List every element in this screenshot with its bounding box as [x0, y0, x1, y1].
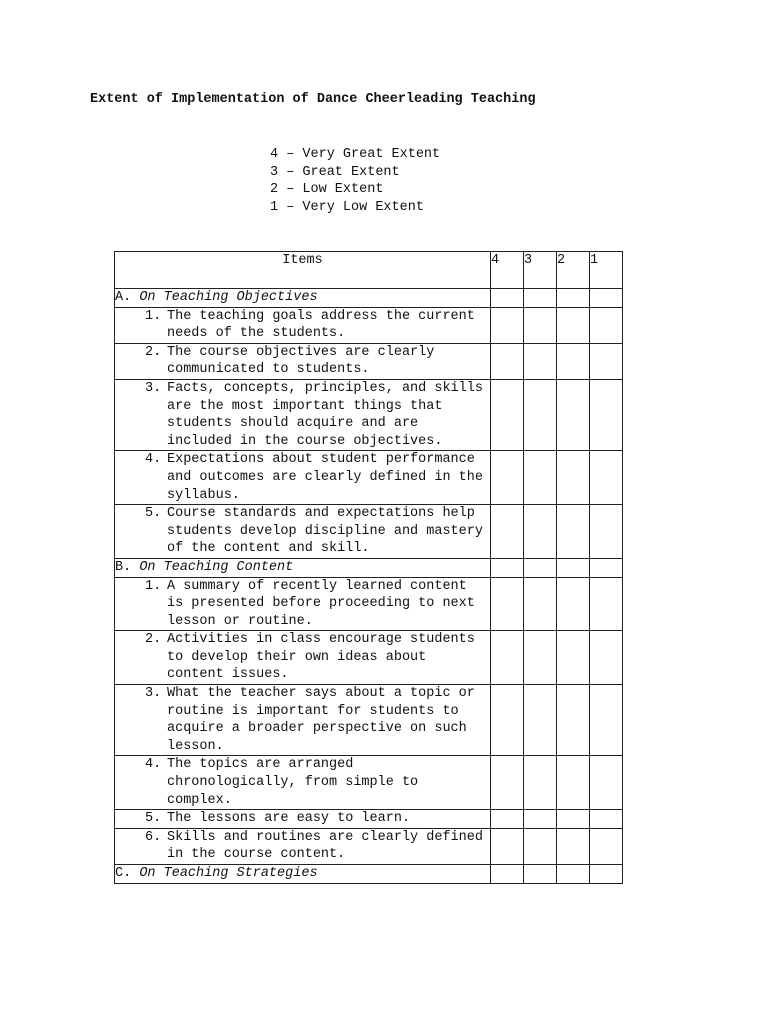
rating-cell-1[interactable]	[590, 379, 623, 450]
item-cell	[115, 685, 491, 756]
section-letter: B.	[115, 559, 132, 575]
rating-cell-2[interactable]	[557, 451, 590, 505]
score-3-column-header: 3	[524, 252, 557, 289]
item-text: Facts, concepts, principles, and skills are the most important things that students should acquire and are included in the course objectives.	[167, 380, 483, 449]
table-row	[115, 307, 623, 343]
table-row	[115, 685, 623, 756]
section-heading	[115, 558, 491, 577]
rating-cell-1[interactable]	[590, 865, 623, 884]
rating-cell-4[interactable]	[491, 810, 524, 829]
table-row	[115, 343, 623, 379]
rating-cell-2[interactable]	[557, 865, 590, 884]
rating-cell-2[interactable]	[557, 756, 590, 810]
table-row	[115, 379, 623, 450]
rating-cell-3[interactable]	[524, 865, 557, 884]
section-heading	[115, 289, 491, 308]
rating-cell-4[interactable]	[491, 631, 524, 685]
item-cell	[115, 451, 491, 505]
item-cell	[115, 379, 491, 450]
rating-cell-1[interactable]	[590, 307, 623, 343]
rating-cell-4[interactable]	[491, 577, 524, 631]
rating-table	[114, 251, 623, 884]
rating-cell-3[interactable]	[524, 558, 557, 577]
rating-cell-4[interactable]	[491, 451, 524, 505]
rating-cell-4[interactable]	[491, 379, 524, 450]
rating-cell-4[interactable]	[491, 558, 524, 577]
rating-cell-4[interactable]	[491, 307, 524, 343]
table-body	[115, 289, 623, 884]
item-cell	[115, 343, 491, 379]
rating-cell-2[interactable]	[557, 577, 590, 631]
item-number: 3.	[145, 380, 162, 396]
table-row	[115, 631, 623, 685]
item-text: Course standards and expectations help students develop discipline and mastery of the content and skill.	[167, 506, 483, 557]
rating-cell-1[interactable]	[590, 558, 623, 577]
rating-cell-4[interactable]	[491, 343, 524, 379]
item-text: Expectations about student performance and outcomes are clearly defined in the syllabus.	[167, 452, 483, 503]
score-4-column-header: 4	[491, 252, 524, 289]
rating-cell-3[interactable]	[524, 505, 557, 559]
rating-cell-2[interactable]	[557, 379, 590, 450]
table-row	[115, 828, 623, 864]
item-cell	[115, 631, 491, 685]
items-column-header: Items	[115, 252, 491, 289]
rating-cell-4[interactable]	[491, 289, 524, 308]
rating-cell-2[interactable]	[557, 558, 590, 577]
rating-cell-1[interactable]	[590, 756, 623, 810]
section-row	[115, 865, 623, 884]
section-letter: C.	[115, 866, 132, 881]
rating-cell-1[interactable]	[590, 577, 623, 631]
table-header-row	[115, 252, 623, 289]
table-row	[115, 810, 623, 829]
rating-cell-3[interactable]	[524, 631, 557, 685]
item-cell	[115, 828, 491, 864]
rating-cell-3[interactable]	[524, 577, 557, 631]
legend-entry-1: 1 – Very Low Extent	[270, 199, 424, 215]
legend-entry-4: 4 – Very Great Extent	[270, 147, 441, 162]
rating-cell-2[interactable]	[557, 289, 590, 308]
item-cell	[115, 307, 491, 343]
rating-cell-4[interactable]	[491, 756, 524, 810]
item-cell	[115, 810, 491, 829]
rating-cell-3[interactable]	[524, 343, 557, 379]
rating-cell-2[interactable]	[557, 810, 590, 829]
rating-cell-1[interactable]	[590, 505, 623, 559]
rating-cell-2[interactable]	[557, 307, 590, 343]
item-number: 4.	[145, 452, 162, 468]
item-text: Skills and routines are clearly defined in the course content.	[167, 829, 483, 863]
section-title: On Teaching Objectives	[139, 290, 318, 305]
rating-scale-legend	[270, 146, 440, 216]
legend-entry-2: 2 – Low Extent	[270, 182, 384, 198]
item-number: 5.	[145, 506, 162, 522]
item-cell	[115, 756, 491, 810]
rating-cell-2[interactable]	[557, 343, 590, 379]
item-number: 5.	[145, 811, 162, 827]
rating-cell-1[interactable]	[590, 289, 623, 308]
item-text: What the teacher says about a topic or routine is important for students to acquire a broader perspective on such lesson.	[167, 686, 475, 754]
item-number: 2.	[145, 632, 162, 648]
section-heading	[115, 865, 491, 884]
rating-cell-3[interactable]	[524, 379, 557, 450]
rating-cell-3[interactable]	[524, 685, 557, 756]
item-number: 4.	[145, 757, 162, 773]
score-1-column-header: 1	[590, 252, 623, 289]
section-row	[115, 289, 623, 308]
item-number: 1.	[145, 308, 162, 324]
rating-cell-3[interactable]	[524, 307, 557, 343]
rating-cell-4[interactable]	[491, 828, 524, 864]
item-text: A summary of recently learned content is presented before proceeding to next lesson or routine.	[167, 578, 475, 629]
rating-cell-1[interactable]	[590, 685, 623, 756]
legend-entry-3: 3 – Great Extent	[270, 164, 400, 180]
item-text: The lessons are easy to learn.	[167, 811, 411, 827]
item-cell	[115, 577, 491, 631]
rating-cell-2[interactable]	[557, 685, 590, 756]
item-text: The course objectives are clearly communicated to students.	[167, 344, 435, 378]
rating-cell-1[interactable]	[590, 828, 623, 864]
table-row	[115, 577, 623, 631]
item-number: 2.	[145, 344, 162, 360]
rating-cell-3[interactable]	[524, 756, 557, 810]
item-text: The teaching goals address the current needs of the students.	[167, 308, 475, 342]
rating-cell-3[interactable]	[524, 810, 557, 829]
table-row	[115, 451, 623, 505]
item-number: 6.	[145, 829, 162, 845]
table-row	[115, 756, 623, 810]
item-number: 3.	[145, 686, 162, 702]
table-row	[115, 505, 623, 559]
rating-cell-3[interactable]	[524, 828, 557, 864]
rating-cell-3[interactable]	[524, 289, 557, 308]
rating-cell-1[interactable]	[590, 631, 623, 685]
rating-cell-2[interactable]	[557, 505, 590, 559]
rating-cell-2[interactable]	[557, 631, 590, 685]
section-row	[115, 558, 623, 577]
item-text: The topics are arranged chronologically, from simple to complex.	[167, 757, 419, 808]
section-letter: A.	[115, 290, 132, 305]
document-title: Extent of Implementation of Dance Cheerleading Teaching	[90, 92, 536, 107]
rating-cell-3[interactable]	[524, 451, 557, 505]
item-cell	[115, 505, 491, 559]
rating-cell-1[interactable]	[590, 343, 623, 379]
rating-cell-1[interactable]	[590, 810, 623, 829]
rating-cell-4[interactable]	[491, 505, 524, 559]
rating-cell-4[interactable]	[491, 685, 524, 756]
rating-cell-4[interactable]	[491, 865, 524, 884]
item-text: Activities in class encourage students to develop their own ideas about content issues.	[167, 632, 475, 683]
score-2-column-header: 2	[557, 252, 590, 289]
rating-cell-1[interactable]	[590, 451, 623, 505]
section-title: On Teaching Strategies	[139, 866, 318, 881]
item-number: 1.	[145, 578, 162, 594]
rating-cell-2[interactable]	[557, 828, 590, 864]
section-title: On Teaching Content	[139, 559, 294, 575]
